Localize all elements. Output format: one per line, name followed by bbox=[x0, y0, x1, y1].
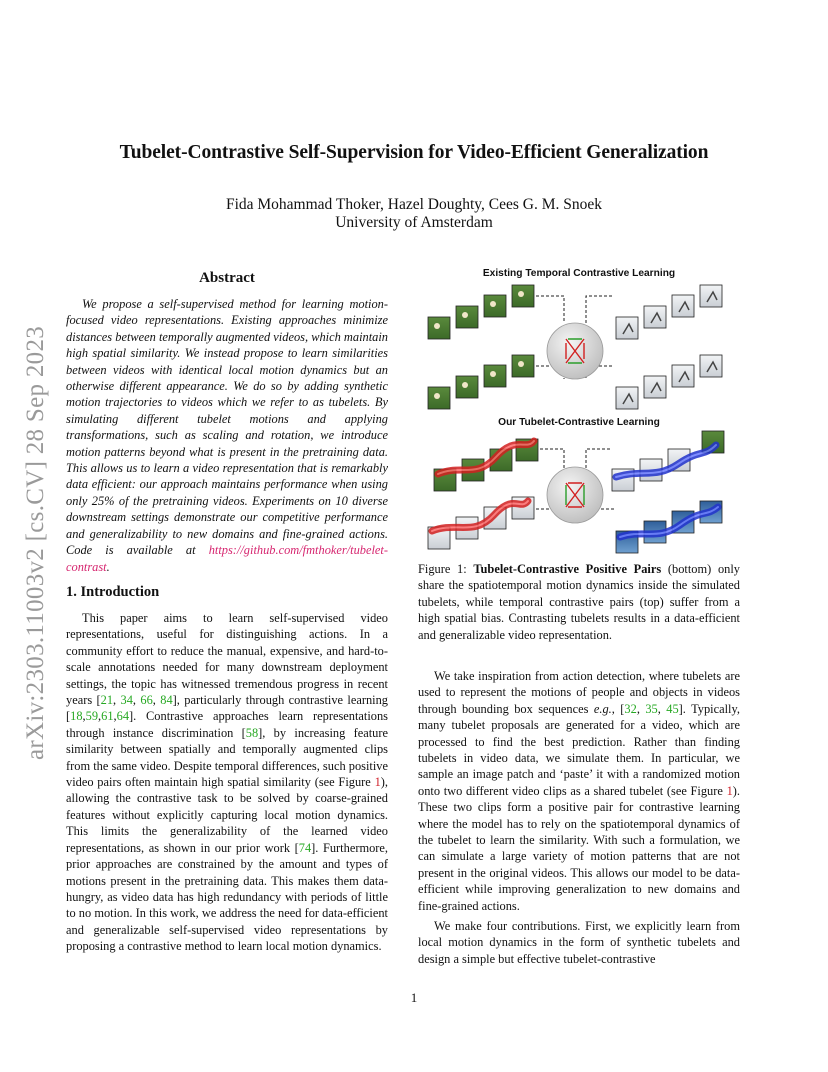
citation-link[interactable]: 32 bbox=[624, 701, 637, 716]
intro-text: ]. Contrastive approaches learn representations through instance discrimination [ bbox=[66, 709, 388, 740]
abstract-end: . bbox=[106, 559, 110, 574]
top-left-clip-b bbox=[428, 355, 534, 409]
introduction-paragraph bbox=[66, 610, 388, 955]
top-right-clip-b bbox=[616, 355, 722, 409]
section-heading-introduction: 1. Introduction bbox=[66, 584, 160, 600]
paragraph-text: ). These two clips form a positive pair for contrastive learning where the model has to rely on the spatiotemporal dynamics of the tubelet to learn the similarity. With such a formulation, we can simulate a large variety of motion patterns that are not present in the original videos. This allows our model to be data-efficient while improving generalization to new domains and fine-grained actions. bbox=[418, 783, 740, 913]
arxiv-stamp: arXiv:2303.11003v2 [cs.CV] 28 Sep 2023 bbox=[22, 325, 49, 760]
intro-text: , bbox=[113, 693, 121, 708]
citation-link[interactable]: 74 bbox=[298, 840, 312, 855]
page-number: 1 bbox=[410, 990, 418, 1005]
abstract-text: We propose a self-supervised method for learning motion-focused video representations. Existing approaches minimize distances between temporally augmented videos, which maintain high spatial similarity. We instead propose to learn similarities between videos with identical local motion dynamics but an otherwise different appearance. We do so by adding synthetic motion trajectories to videos which we refer to as tubelets. By simulating different tubelet motions and applying transformations, such as scaling and rotation, we introduce motion patterns beyond what is present in the pretraining data. This allows us to learn a video representation that is remarkably data efficient: our approach maintains performance when using only 25% of the pretraining videos. Experiments on 10 diverse downstream settings demonstrate our competitive performance and generalizability to new domains and fine-grained actions. Code is available at bbox=[66, 297, 388, 558]
citation-link[interactable]: 18 bbox=[70, 709, 83, 724]
paragraph-text: ]. Typically, many tubelet proposals are generated for a video, which are processed to find the best prediction. Rather than finding tubelets in video data, we simulate them. In particular, we sample an image patch and ‘paste’ it with a randomized motion onto two different video clips as a shared tubelet (see Figure bbox=[418, 701, 740, 798]
citation-link[interactable]: 84 bbox=[160, 693, 173, 708]
intro-text: , bbox=[98, 709, 102, 724]
figure-1 bbox=[416, 279, 746, 561]
bottom-embedding-orb bbox=[547, 467, 603, 523]
top-embedding-orb bbox=[547, 323, 603, 379]
bottom-right-clip-a bbox=[612, 431, 724, 491]
citation-link[interactable]: 59 bbox=[85, 709, 99, 724]
intro-text: ], particularly through contrastive learning [ bbox=[66, 693, 389, 724]
abstract-heading: Abstract bbox=[199, 270, 255, 286]
caption-label: Figure 1: bbox=[418, 562, 474, 576]
intro-text: ]. Furthermore, prior approaches are constrained by the amount and types of motions present in the pretraining data. This makes them data-hungry, as video data has high redundancy with periods of little to no motion. In this work, we address the need for data-efficient and generalizable self-supervised video representations by proposing a contrastive method to learn local motion dynamics. bbox=[66, 840, 389, 954]
citation-link[interactable]: 61 bbox=[101, 709, 114, 724]
intro-text: , bbox=[113, 709, 117, 724]
figure-bottom-title: Our Tubelet-Contrastive Learning bbox=[498, 417, 660, 428]
top-left-clip-a bbox=[428, 285, 534, 339]
paragraph-text: e.g. bbox=[593, 701, 612, 716]
caption-text: (bottom) only share the spatiotemporal motion dynamics inside the simulated tubelets, while temporal contrastive pairs (top) suffer from a high spatial bias. Contrasting tubelets results in a data-efficient and generalizable video representation. bbox=[418, 562, 740, 642]
figure-caption bbox=[418, 561, 740, 643]
paragraph-text: , bbox=[636, 701, 646, 716]
figure-ref-link[interactable]: 1 bbox=[374, 775, 381, 790]
right-paragraph-1 bbox=[418, 668, 740, 914]
paragraph-text: We take inspiration from action detection, where tubelets are used to represent the motions of people and objects in videos through bounding box sequences bbox=[418, 669, 740, 716]
paragraph-text: , [ bbox=[611, 701, 625, 716]
citation-link[interactable]: 64 bbox=[116, 709, 130, 724]
intro-text: This paper aims to learn self-supervised video representations, useful for distinguishing actions. In a community effort to reduce the manual, expensive, and hard-to-scale annotations needed for many downstream deployment settings, the topic has witnessed tremendous progress in recent years [ bbox=[66, 611, 388, 708]
abstract-body bbox=[66, 296, 388, 575]
citation-link[interactable]: 58 bbox=[245, 725, 259, 740]
intro-text: , bbox=[132, 693, 141, 708]
intro-text: ), allowing the contrastive task to be solved by coarse-grained features without explicitly capturing local motion dynamics. This limits the generalizability of the learned video representations, as shown in our prior work [ bbox=[66, 775, 388, 855]
citation-link[interactable]: 35 bbox=[645, 701, 658, 716]
intro-text: ], by increasing feature similarity between spatially and temporally augmented clips from the same video. Despite temporal differences, such positive video pairs often maintain high spatial similarity (see Figure bbox=[66, 725, 388, 790]
citation-link[interactable]: 66 bbox=[140, 693, 153, 708]
paragraph-text: , bbox=[657, 701, 667, 716]
citation-link[interactable]: 34 bbox=[120, 693, 133, 708]
citation-link[interactable]: 45 bbox=[666, 701, 679, 716]
intro-text: , bbox=[152, 693, 161, 708]
figure-top-title: Existing Temporal Contrastive Learning bbox=[482, 268, 676, 279]
code-link[interactable]: https://github.com/fmthoker/tubelet-contrast bbox=[66, 543, 388, 574]
paper-title: Tubelet-Contrastive Self-Supervision for Video-Efficient Generalization bbox=[119, 142, 709, 163]
intro-text: , bbox=[82, 709, 86, 724]
affiliation: University of Amsterdam bbox=[335, 214, 493, 231]
bottom-right-clip-b bbox=[616, 501, 722, 553]
citation-link[interactable]: 21 bbox=[100, 693, 114, 708]
figure-ref-link[interactable]: 1 bbox=[726, 783, 733, 798]
author-list: Fida Mohammad Thoker, Hazel Doughty, Cees G. M. Snoek bbox=[225, 196, 603, 213]
top-right-clip-a bbox=[616, 285, 722, 339]
caption-bold: Tubelet-Contrastive Positive Pairs bbox=[473, 562, 662, 576]
right-paragraph-2: We make four contributions. First, we explicitly learn from local motion dynamics in the form of synthetic tubelets and design a simple but effective tubelet-contrastive bbox=[418, 919, 740, 966]
